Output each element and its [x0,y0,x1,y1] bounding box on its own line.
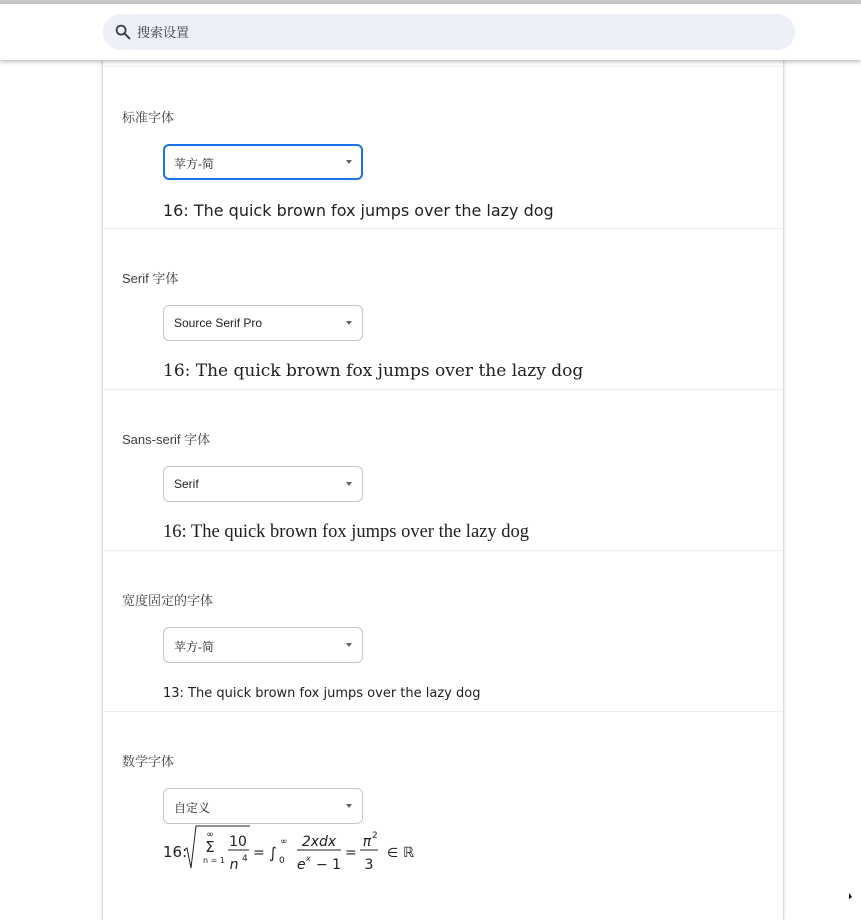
fixed-width-font-sample: 13: The quick brown fox jumps over the lazy dog [163,686,481,701]
sans-serif-font-value: Serif [174,477,199,491]
dropdown-arrow-icon [346,321,352,325]
math-prefix: 16: [163,843,188,861]
pi-exponent: 2 [372,831,378,841]
serif-font-section [103,228,783,390]
integral-lower-limit: 0 [279,856,285,866]
fixed-width-font-value: 苹方-简 [174,640,214,654]
standard-font-select[interactable] [163,144,363,180]
sum-symbol: Σ [205,838,215,856]
fixed-width-font-select[interactable] [163,627,363,663]
sans-serif-font-label: Sans-serif 字体 [122,432,211,447]
mouse-cursor-icon [849,893,852,899]
equals-sign: = [253,845,265,861]
integral-upper-limit: ∞ [280,837,288,847]
fixed-width-font-section [103,550,783,712]
dropdown-arrow-icon [346,643,352,647]
standard-font-label: 标准字体 [122,110,175,125]
standard-font-value: 苹方-简 [174,157,214,171]
pi-denominator: 3 [364,857,374,873]
serif-font-select[interactable] [163,305,363,341]
sum-lower-limit: n = 1 [203,856,225,865]
serif-font-value: Source Serif Pro [174,316,263,330]
integral-sign: ∫ [269,844,277,862]
fraction-denominator-base: n [229,857,239,873]
sans-serif-font-sample: 16: The quick brown fox jumps over the lazy dog [163,522,529,542]
dropdown-arrow-icon [346,482,352,486]
integrand-numerator: 2xdx [301,834,337,850]
standard-font-sample: 16: The quick brown fox jumps over the lazy dog [163,201,554,220]
equals-sign: = [345,845,357,861]
search-bar[interactable] [103,14,795,50]
integrand-denominator-exponent: x [306,854,311,863]
integrand-denominator-base: e [297,857,306,873]
math-font-section [103,711,783,872]
fixed-width-font-label: 宽度固定的字体 [122,593,214,608]
pi-numerator: π [362,834,372,850]
math-font-value: 自定义 [174,801,211,815]
sans-serif-font-select[interactable] [163,466,363,502]
integrand-denominator-tail: − 1 [316,857,342,873]
serif-font-sample: 16: The quick brown fox jumps over the lazy dog [163,361,584,381]
dropdown-arrow-icon [346,804,352,808]
fraction-denominator-exponent: 4 [242,854,248,864]
sum-upper-limit: ∞ [206,830,214,840]
search-icon [114,23,132,41]
fonts-settings-card [102,60,784,920]
fraction-numerator: 10 [229,834,247,850]
dropdown-arrow-icon [346,160,352,164]
settings-header [0,4,861,60]
element-of-symbol: ∈ [387,846,399,861]
search-input[interactable] [137,14,777,50]
sans-serif-font-section [103,389,783,551]
serif-font-label: Serif 字体 [122,271,179,286]
math-font-label: 数学字体 [122,754,175,769]
math-font-sample [163,824,443,874]
reals-symbol: ℝ [403,845,415,861]
math-font-select[interactable] [163,788,363,824]
standard-font-section [103,67,783,229]
